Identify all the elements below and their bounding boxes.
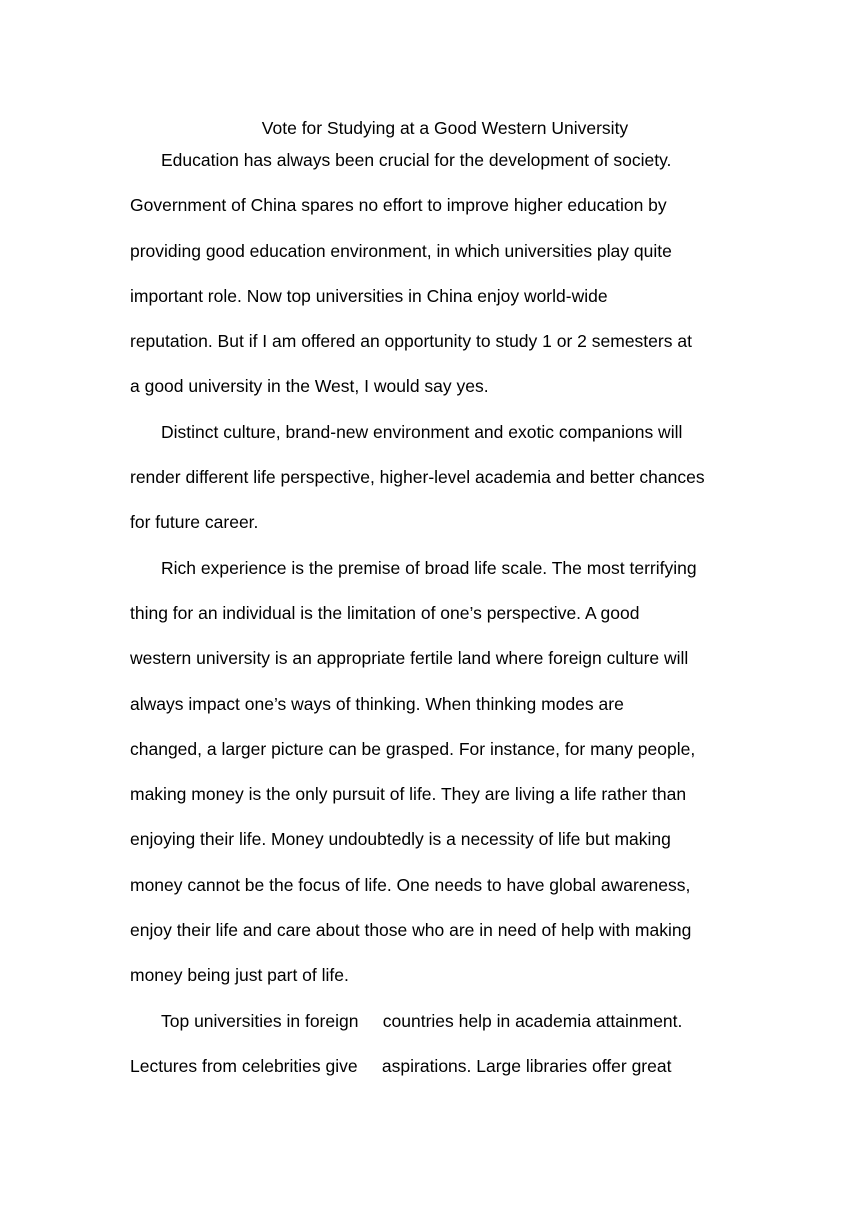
text-line: money being just part of life.: [130, 965, 349, 986]
paragraph-4: [130, 1007, 760, 1098]
text-line: Distinct culture, brand-new environment and exotic companions will: [161, 421, 683, 442]
text-line: Top universities in foreign countries help in academia attainment.: [161, 1010, 683, 1031]
paragraph-2: [130, 418, 760, 554]
text-line: important role. Now top universities in China enjoy world-wide: [130, 285, 608, 306]
text-line: Lectures from celebrities give aspirations. Large libraries offer great: [130, 1055, 672, 1076]
text-line: money cannot be the focus of life. One needs to have global awareness,: [130, 874, 691, 895]
text-line: enjoy their life and care about those who are in need of help with making: [130, 920, 692, 941]
text-line: Education has always been crucial for the development of society.: [161, 150, 672, 170]
text-line: reputation. But if I am offered an opportunity to study 1 or 2 semesters at: [130, 331, 692, 352]
text-line: making money is the only pursuit of life. They are living a life rather than: [130, 784, 687, 805]
paragraph-3: [130, 554, 760, 1007]
text-line: always impact one’s ways of thinking. When thinking modes are: [130, 693, 624, 714]
document-body: [130, 114, 760, 1097]
document-title: Vote for Studying at a Good Western University: [261, 118, 629, 138]
text-line: render different life perspective, higher-level academia and better chances: [130, 467, 705, 488]
text-line: enjoying their life. Money undoubtedly is a necessity of life but making: [130, 829, 671, 850]
text-line: Government of China spares no effort to improve higher education by: [130, 195, 667, 216]
text-line: a good university in the West, I would say yes.: [130, 376, 489, 397]
text-line: thing for an individual is the limitation of one’s perspective. A good: [130, 602, 640, 623]
text-line: western university is an appropriate fertile land where foreign culture will: [130, 648, 689, 669]
text-line: changed, a larger picture can be grasped. For instance, for many people,: [130, 738, 696, 759]
text-line: Rich experience is the premise of broad life scale. The most terrifying: [161, 557, 697, 578]
paragraph-1: [130, 146, 760, 418]
text-line: for future career.: [130, 512, 259, 533]
text-line: providing good education environment, in which universities play quite: [130, 240, 672, 261]
